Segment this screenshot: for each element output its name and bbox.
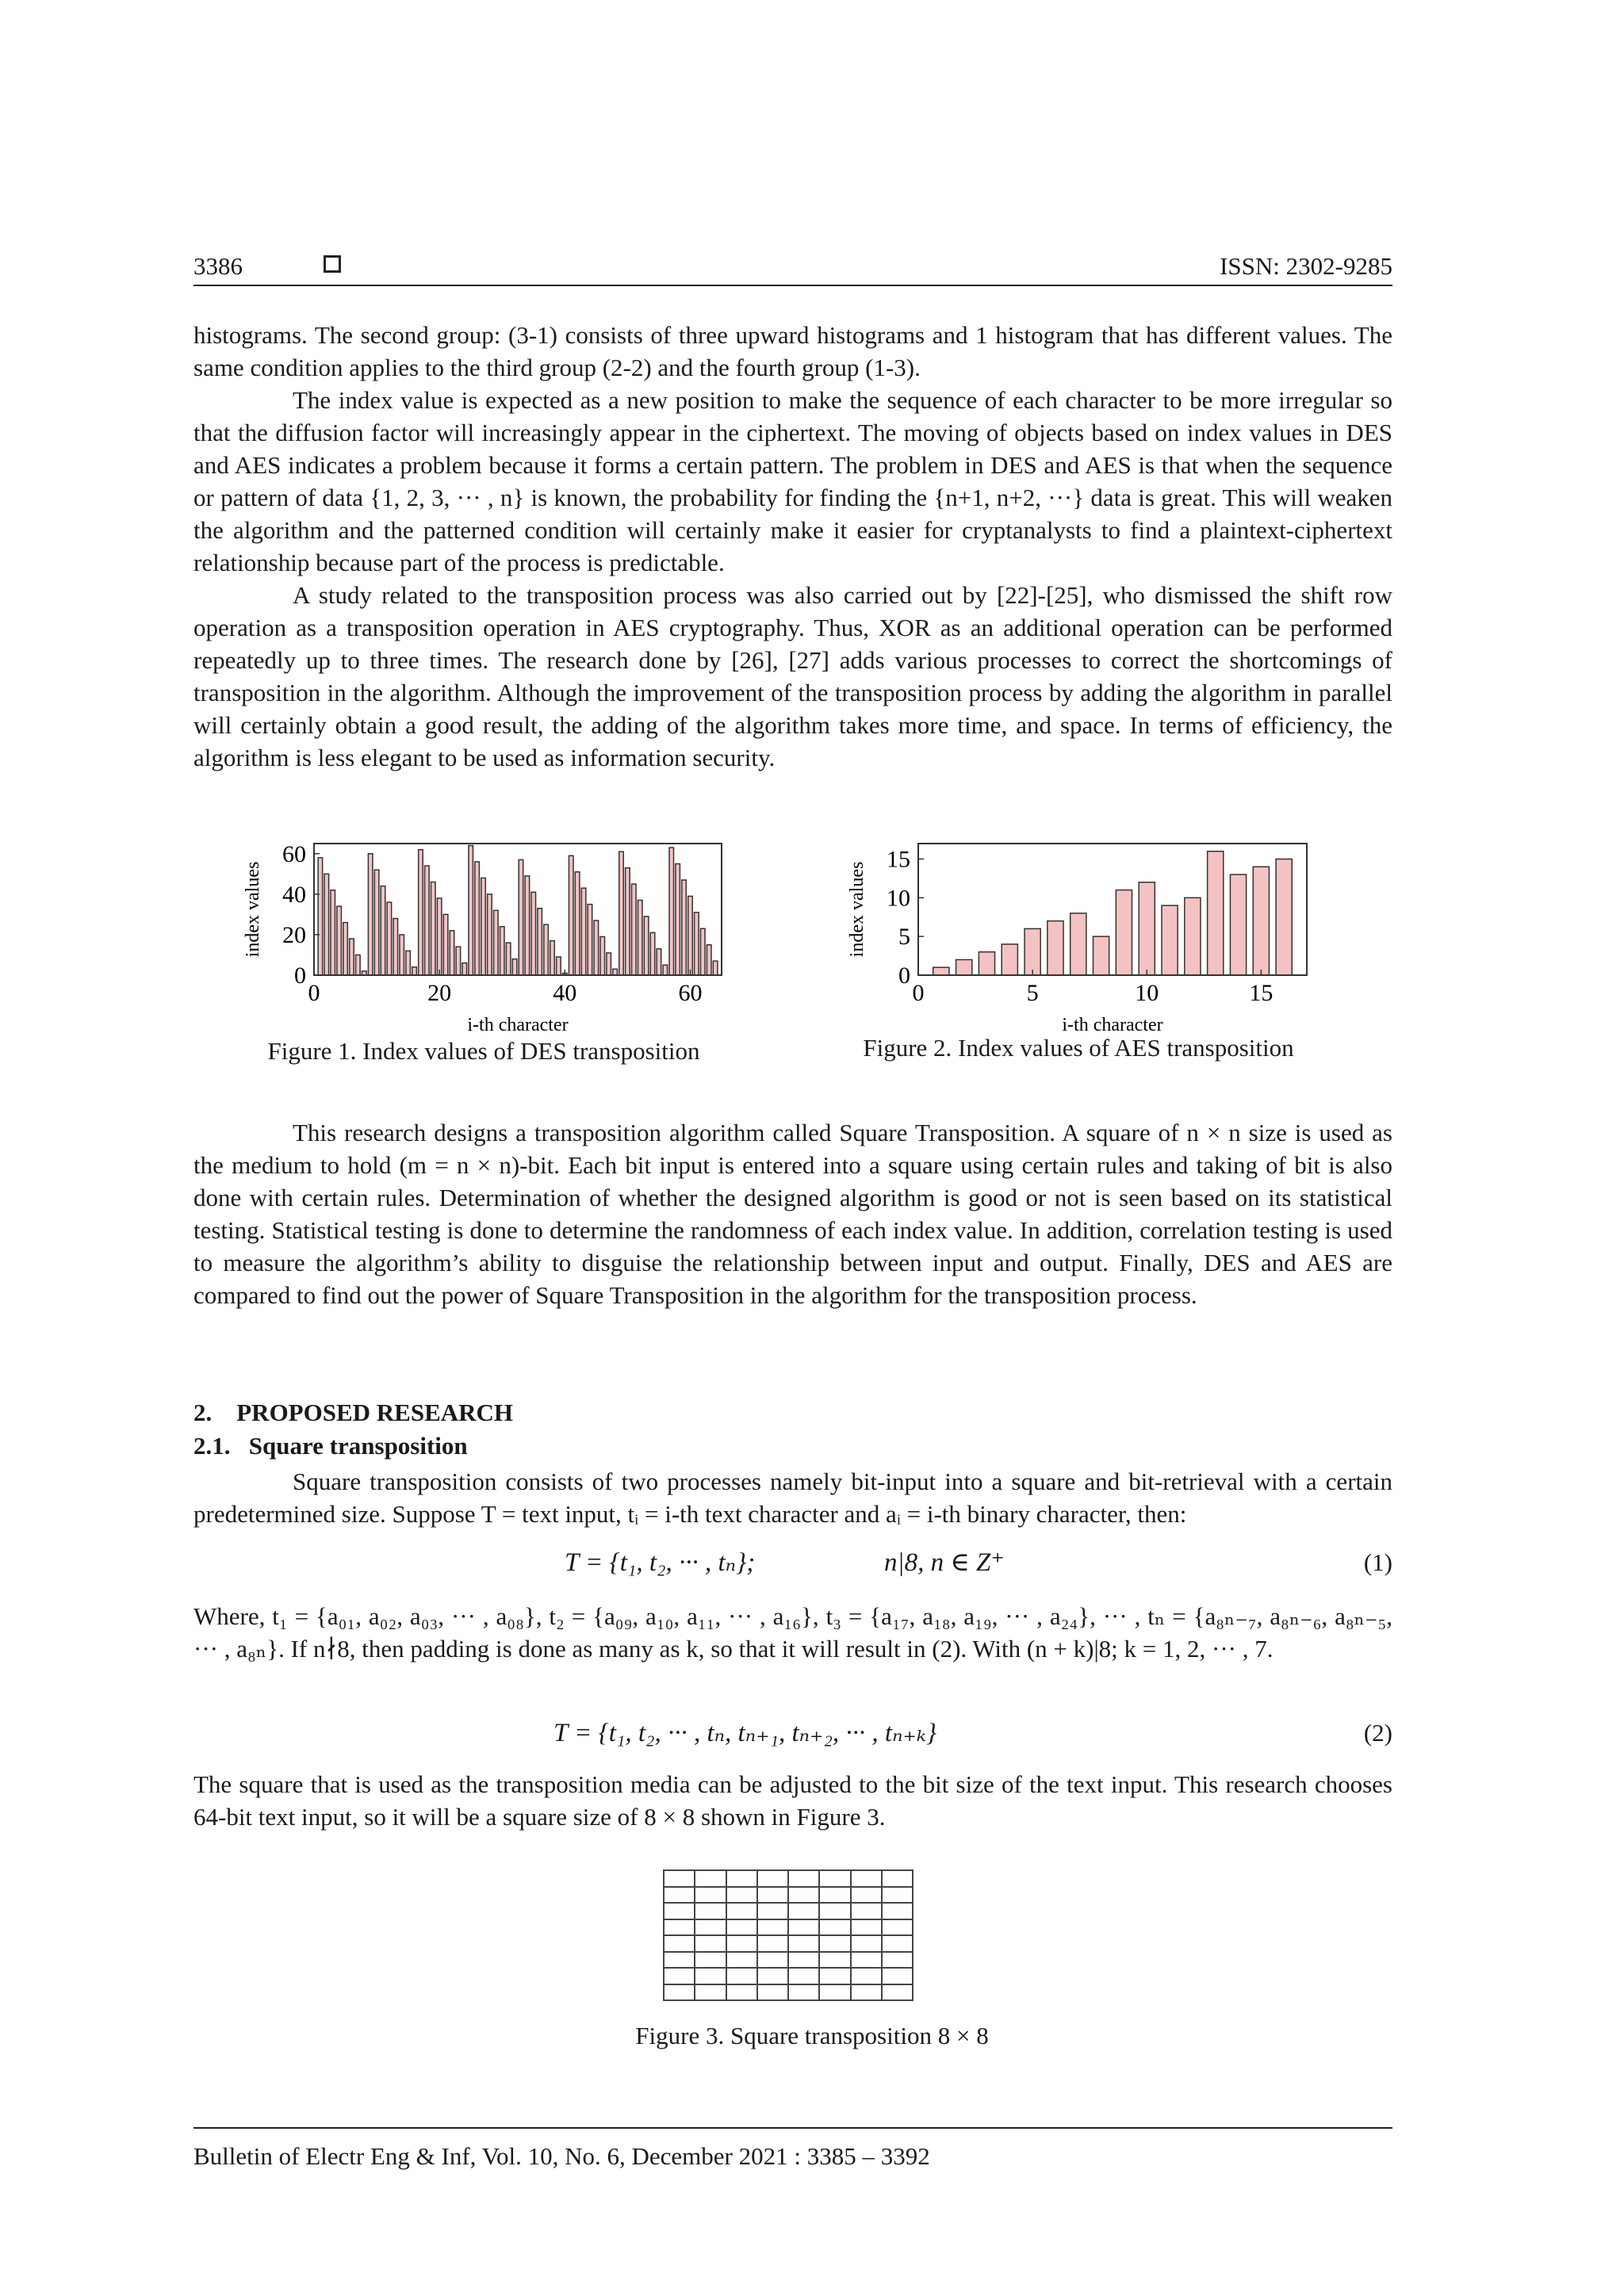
grid-cell [665, 1904, 695, 1920]
x-tick-label: 60 [678, 980, 703, 1006]
page-number: 3386 [193, 252, 243, 280]
bar [324, 874, 329, 975]
grid-cell [695, 1871, 726, 1888]
bar [475, 862, 480, 975]
equation-2: T = {t₁, t₂, ··· , tₙ, tₙ₊₁, tₙ₊₂, ··· , tₙ₊ₖ} [553, 1719, 937, 1747]
body-text-square-size [193, 1768, 1392, 1833]
y-tick-label: 15 [887, 846, 910, 873]
x-tick-label: 15 [1249, 980, 1274, 1006]
grid-cell [789, 1953, 820, 1969]
grid-cell [789, 1985, 820, 2002]
bar [600, 936, 605, 975]
bar [412, 967, 417, 975]
grid-cell [852, 1969, 883, 1985]
bar [581, 888, 586, 975]
body-text-square [193, 1465, 1392, 1530]
x-tick-label: 0 [912, 980, 925, 1006]
grid-cell [820, 1871, 851, 1888]
bar [1048, 921, 1063, 975]
bar [512, 959, 517, 975]
bar [663, 965, 668, 975]
y-tick-label: 0 [898, 962, 910, 989]
bar [368, 854, 373, 975]
grid-cell [665, 1953, 695, 1969]
equation-1-condition: n|8, n ∈ Z⁺ [884, 1548, 1005, 1577]
grid-cell [665, 1985, 695, 2002]
y-tick-label: 10 [887, 885, 910, 912]
bar [1002, 944, 1017, 975]
y-tick-label: 5 [898, 924, 910, 951]
grid-cell [758, 1920, 789, 1937]
grid-cell [695, 1985, 726, 2002]
bar [393, 918, 398, 975]
bar [1094, 936, 1109, 975]
grid-cell [727, 1871, 758, 1888]
footer-rule [193, 2127, 1392, 2129]
plot-frame [918, 844, 1307, 975]
grid-cell [727, 1888, 758, 1904]
x-tick-label: 20 [427, 980, 452, 1006]
y-axis-label: index values [243, 861, 263, 958]
grid-cell [665, 1888, 695, 1904]
bar [1253, 867, 1269, 975]
bar [356, 955, 361, 975]
grid-cell [883, 1936, 914, 1953]
bar [575, 872, 580, 975]
y-tick-label: 40 [282, 881, 306, 908]
grid-cell [758, 1936, 789, 1953]
grid-cell [758, 1871, 789, 1888]
bar [425, 866, 430, 975]
bar [557, 957, 561, 975]
grid-cell [789, 1888, 820, 1904]
x-tick-label: 10 [1135, 980, 1159, 1006]
paragraph-7: The square that is used as the transposition media can be adjusted to the bit size of the text input. This research chooses 64-bit text input, so it will be a square size of 8 × 8 shown in Figure 3. [193, 1770, 1392, 1831]
x-tick-label: 0 [308, 980, 320, 1006]
grid-cell [883, 1969, 914, 1985]
equation-1-number: (1) [1363, 1548, 1392, 1576]
bar [979, 952, 994, 975]
bar [538, 909, 542, 975]
grid-cell [883, 1904, 914, 1920]
bar [431, 882, 435, 975]
bar [619, 851, 624, 975]
header-rule [193, 285, 1392, 286]
grid-cell [758, 1953, 789, 1969]
issn: ISSN: 2302-9285 [1220, 252, 1392, 280]
square-box-icon [324, 255, 341, 273]
grid-cell [789, 1920, 820, 1937]
y-tick-label: 60 [282, 840, 306, 867]
bar [1025, 928, 1040, 975]
grid-cell [695, 1920, 726, 1937]
bar [550, 941, 555, 975]
body-text-top [193, 319, 1392, 774]
figure-1-chart [238, 832, 745, 1047]
figure-3-caption: Figure 3. Square transposition 8 × 8 [635, 2022, 989, 2049]
bar [381, 886, 385, 975]
section-heading-2-1: 2.1. Square transposition [193, 1432, 468, 1460]
grid-cell [727, 1969, 758, 1985]
bar [318, 858, 323, 975]
y-tick-label: 20 [282, 921, 306, 948]
bar [519, 859, 523, 975]
x-axis-label: i-th character [467, 1015, 569, 1035]
bar [713, 961, 718, 975]
x-tick-label: 5 [1026, 980, 1039, 1006]
grid-cell [727, 1953, 758, 1969]
bar [350, 939, 354, 975]
grid-cell [695, 1888, 726, 1904]
bar [569, 855, 573, 975]
equation-1: T = {t₁, t₂, ··· , tₙ}; [565, 1548, 756, 1577]
bar [1162, 905, 1178, 975]
grid-cell [852, 1871, 883, 1888]
bar [676, 864, 680, 975]
grid-cell [789, 1969, 820, 1985]
grid-cell [665, 1936, 695, 1953]
bar [443, 914, 448, 975]
bar [456, 947, 461, 975]
figure-2-chart [837, 832, 1328, 1047]
grid-cell [852, 1953, 883, 1969]
grid-cell [758, 1985, 789, 2002]
grid-cell [695, 1936, 726, 1953]
grid-cell [883, 1985, 914, 2002]
bar [525, 876, 530, 975]
bar [607, 953, 611, 975]
paragraph-6: Where, t₁ = {a₀₁, a₀₂, a₀₃, ··· , a₀₈}, t₂ = {a₀₉, a₁₀, a₁₁, ··· , a₁₆}, t₃ = {a₁₇, a₁₈, a₁₉, ··· , a₂₄}, ··· , tₙ = {a₈ₙ₋₇, a₈ₙ₋₆, a₈ₙ₋₅, ··· , a₈ₙ}. If n∤8, then padding is done as many as k, so that it will result in (2). With (n + k)|8; k = 1, 2, ··· , 7. [193, 1602, 1392, 1663]
bar [688, 896, 693, 975]
grid-cell [883, 1953, 914, 1969]
bar [701, 928, 706, 975]
grid-cell [820, 1888, 851, 1904]
bar [632, 884, 637, 975]
bar [450, 931, 454, 975]
bar [1185, 897, 1201, 975]
figure-1-caption: Figure 1. Index values of DES transposition [267, 1037, 700, 1065]
footer-citation: Bulletin of Electr Eng & Inf, Vol. 10, No. 6, December 2021 : 3385 – 3392 [193, 2142, 930, 2170]
grid-cell [789, 1871, 820, 1888]
grid-cell [727, 1985, 758, 2002]
bar [613, 969, 618, 975]
bar [1276, 859, 1292, 975]
bar [544, 924, 549, 975]
bar [400, 935, 404, 975]
bar [956, 959, 972, 975]
grid-cell [758, 1888, 789, 1904]
grid-cell [820, 1953, 851, 1969]
bar [331, 890, 335, 975]
grid-cell [665, 1871, 695, 1888]
grid-cell [665, 1969, 695, 1985]
bar [531, 892, 536, 975]
grid-cell [820, 1985, 851, 2002]
bar [419, 850, 423, 975]
grid-cell [727, 1936, 758, 1953]
bar [657, 949, 661, 975]
bar [337, 906, 342, 975]
figure-3-square-grid [663, 1869, 914, 2001]
grid-cell [789, 1904, 820, 1920]
bar [669, 848, 674, 975]
bar [488, 894, 492, 975]
grid-cell [695, 1904, 726, 1920]
x-tick-label: 40 [553, 980, 577, 1006]
bar [506, 943, 511, 975]
bar [494, 910, 499, 975]
grid-cell [852, 1888, 883, 1904]
bar [933, 967, 949, 975]
grid-cell [883, 1888, 914, 1904]
grid-cell [820, 1904, 851, 1920]
bar [1230, 874, 1246, 975]
paragraph-3: A study related to the transposition process was also carried out by [22]-[25], who dismissed the shift row operation as a transposition operation in AES cryptography. Thus, XOR as an additional operation can be performed repeatedly up to three times. The research done by [26], [27] adds various processes to correct the shortcomings of transposition in the algorithm. Although the improvement of the transposition process by adding the algorithm in parallel will certainly obtain a good result, the adding of the algorithm takes more time, and space. In terms of efficiency, the algorithm is less elegant to be used as information security. [193, 581, 1392, 771]
grid-cell [695, 1969, 726, 1985]
grid-cell [789, 1936, 820, 1953]
paragraph-1: histograms. The second group: (3-1) consists of three upward histograms and 1 histogram that has different values. The same condition applies to the third group (2-2) and the fourth group (1-3). [193, 321, 1392, 381]
grid-cell [727, 1904, 758, 1920]
paragraph-4: This research designs a transposition algorithm called Square Transposition. A square of n × n size is used as the medium to hold (m = n × n)-bit. Each bit input is entered into a square using certain rules and taking of bit is also done with certain rules. Determination of whether the designed algorithm is good or not is seen based on its statistical testing. Statistical testing is done to determine the randomness of each index value. In addition, correlation testing is used to measure the algorithm’s ability to disguise the relationship between input and output. Finally, DES and AES are compared to find out the power of Square Transposition in the algorithm for the transposition process. [193, 1119, 1392, 1309]
grid-cell [852, 1985, 883, 2002]
bar [695, 913, 699, 975]
paragraph-5: Square transposition consists of two processes namely bit-input into a square and bit-retrieval with a certain predetermined size. Suppose T = text input, tᵢ = i-th text character and aᵢ = i-th binary character, then: [193, 1468, 1392, 1528]
grid-cell [820, 1936, 851, 1953]
bar [481, 878, 486, 975]
grid-cell [758, 1904, 789, 1920]
section-heading-2: 2. PROPOSED RESEARCH [193, 1399, 514, 1426]
bar [437, 898, 442, 975]
bar [374, 870, 379, 975]
paragraph-2: The index value is expected as a new position to make the sequence of each character to be more irregular so that the diffusion factor will increasingly appear in the ciphertext. The moving of objects based on index values in DES and AES indicates a problem because it forms a certain pattern. The problem in DES and AES is that when the sequence or pattern of data {1, 2, 3, ··· , n} is known, the probability for finding the {n+1, n+2, ···} data is great. This will weaken the algorithm and the patterned condition will certainly make it easier for cryptanalysts to find a plaintext-ciphertext relationship because part of the process is predictable. [193, 386, 1392, 576]
y-axis-label: index values [847, 861, 868, 958]
x-axis-label: i-th character [1062, 1015, 1163, 1035]
bar [462, 963, 467, 975]
bar [469, 846, 473, 975]
grid-cell [852, 1904, 883, 1920]
body-text-where [193, 1600, 1392, 1665]
bar [1116, 890, 1132, 975]
figure-2-caption: Figure 2. Index values of AES transposition [863, 1034, 1294, 1062]
bar [343, 923, 348, 975]
grid-cell [852, 1920, 883, 1937]
grid-cell [758, 1969, 789, 1985]
grid-cell [695, 1953, 726, 1969]
bar [682, 880, 687, 975]
y-tick-label: 0 [294, 962, 306, 989]
bar [406, 951, 411, 975]
bar [588, 905, 592, 975]
grid-cell [852, 1936, 883, 1953]
grid-cell [883, 1920, 914, 1937]
bar [644, 916, 649, 975]
bar [387, 902, 392, 975]
grid-cell [665, 1920, 695, 1937]
bar [650, 932, 655, 975]
grid-cell [883, 1871, 914, 1888]
body-text-middle [193, 1116, 1392, 1311]
bar [594, 920, 599, 975]
equation-2-number: (2) [1363, 1719, 1392, 1747]
grid-cell [820, 1920, 851, 1937]
bar [626, 868, 630, 975]
bar [1208, 851, 1224, 975]
bar [1139, 882, 1155, 975]
bar [1071, 913, 1086, 975]
grid-cell [727, 1920, 758, 1937]
grid-cell [820, 1969, 851, 1985]
bar [500, 927, 504, 975]
bar [707, 945, 711, 975]
bar [638, 901, 642, 975]
